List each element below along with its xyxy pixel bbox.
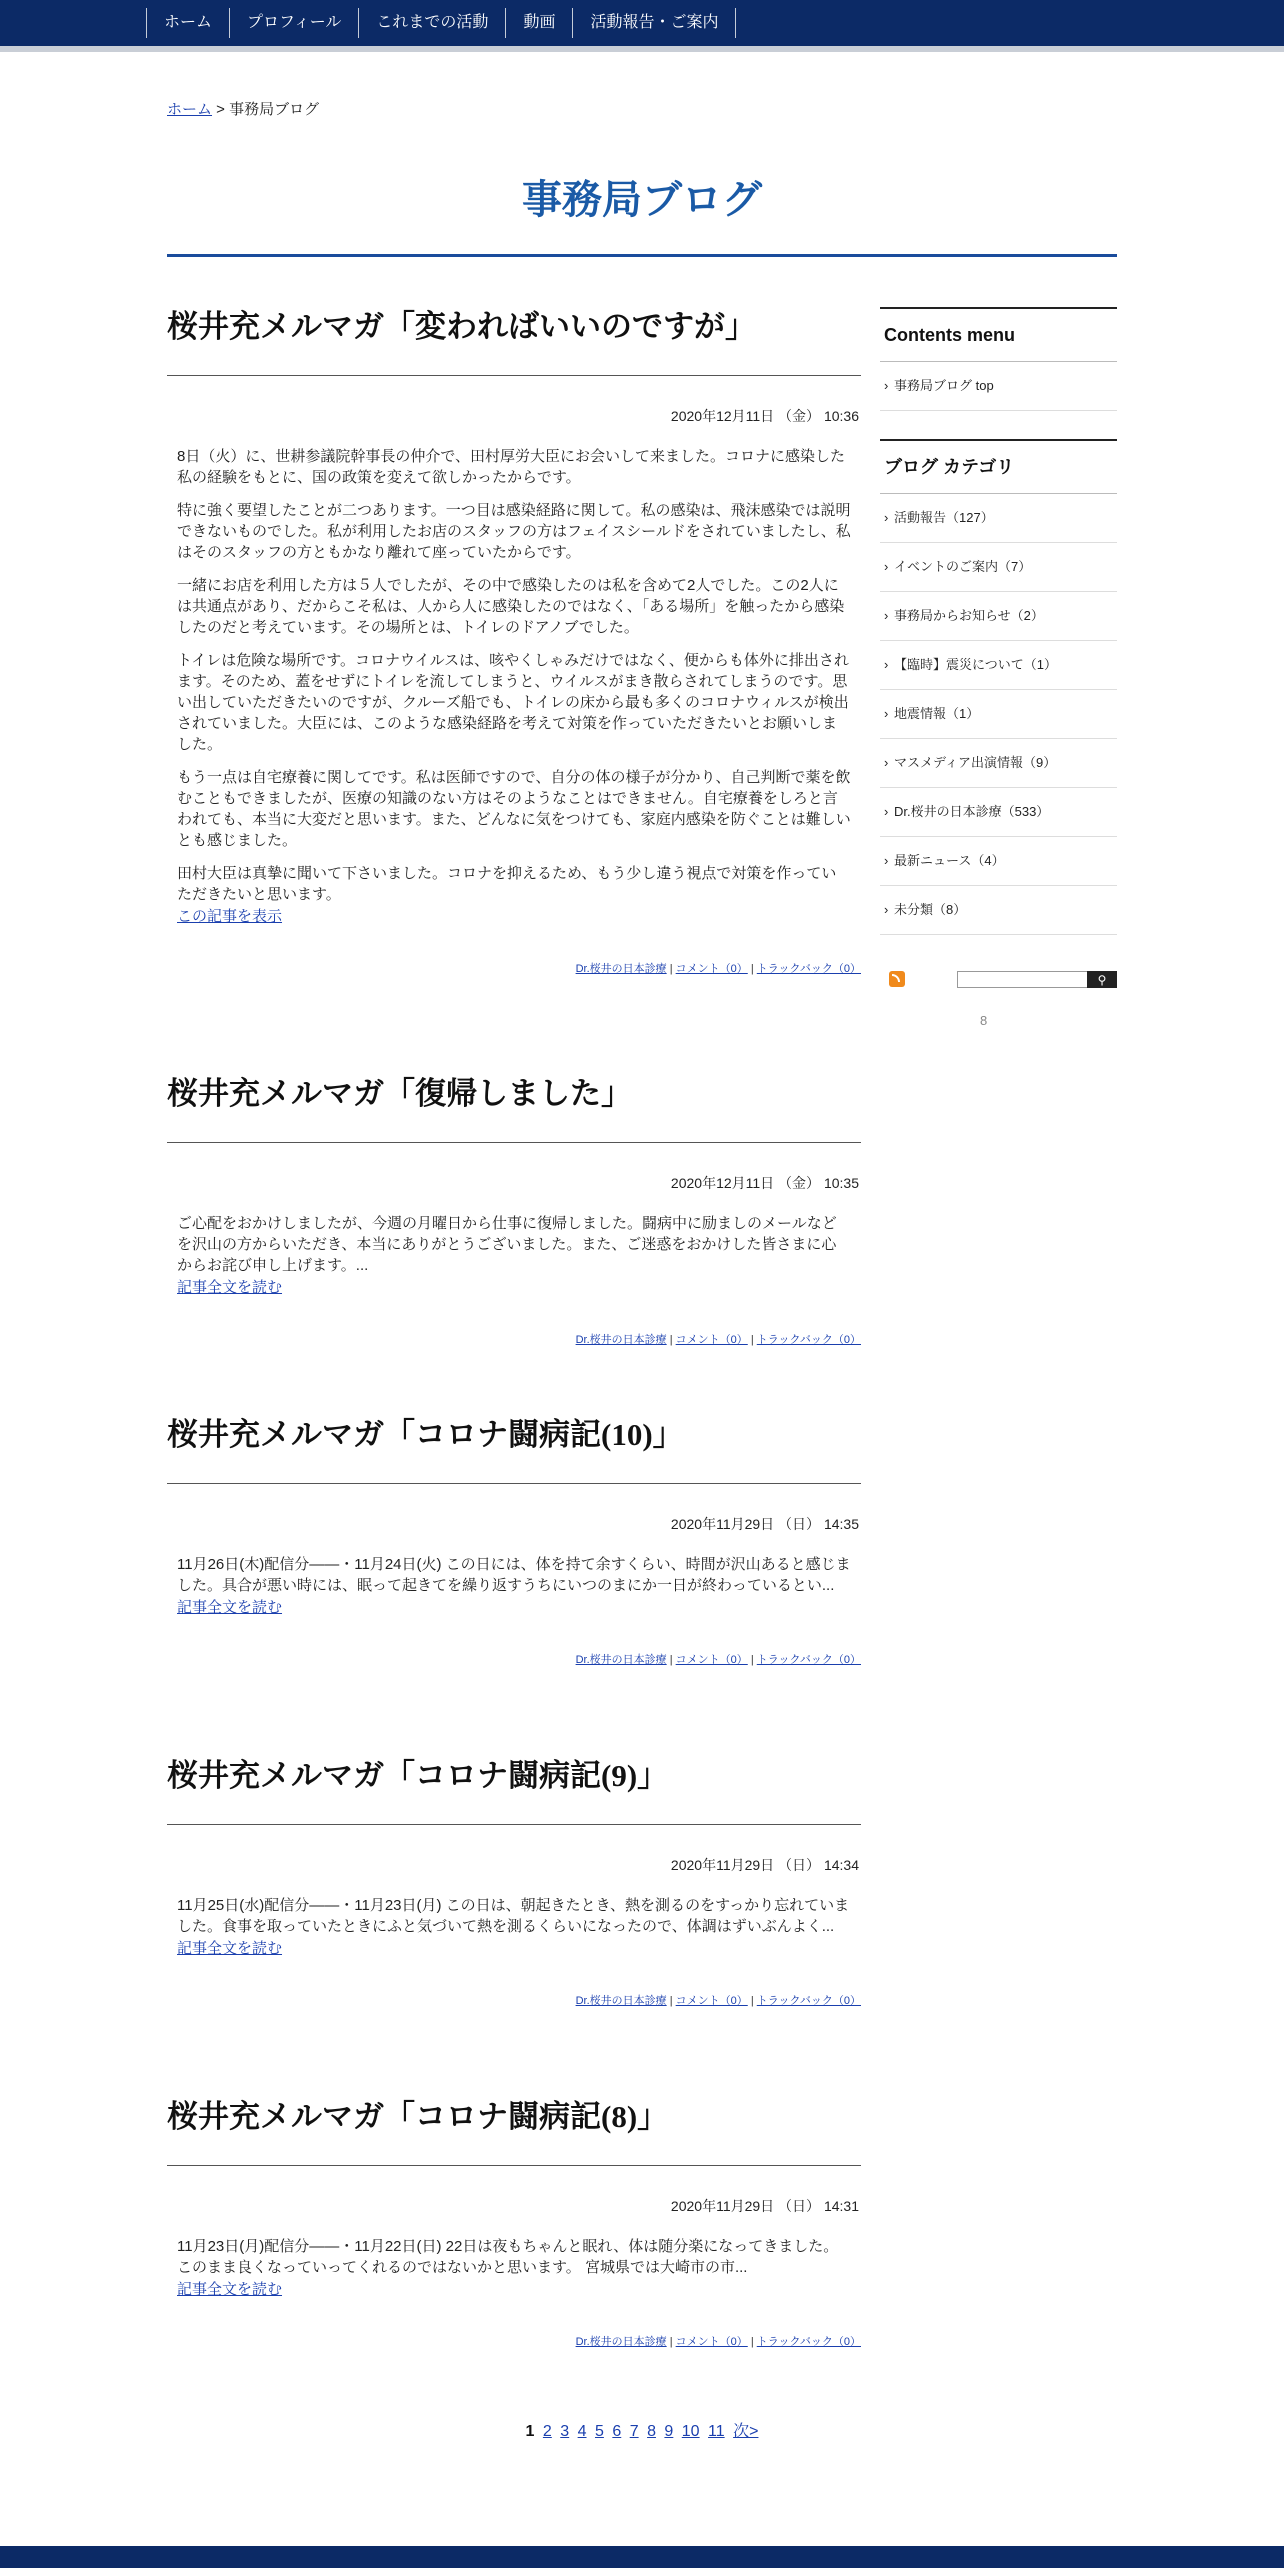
nav-shadow-divider xyxy=(0,46,1284,52)
post-date: 2020年12月11日 （金） 10:35 xyxy=(670,1175,859,1191)
post-paragraph: 11月23日(月)配信分――・11月22日(日) 22日は夜もちゃんと眠れ、体は随分楽になってきました。このまま良くなっていってくれるのではないかと思います。 宮城県では大崎市の市... xyxy=(177,2238,839,2276)
post-footer: Dr.桜井の日本診療 | コメント（0） | トラックバック（0） xyxy=(575,1334,861,1346)
title-divider xyxy=(167,254,1117,257)
contents-menu xyxy=(880,307,1117,411)
post-footer: Dr.桜井の日本診療 | コメント（0） | トラックバック（0） xyxy=(575,1654,861,1666)
comment-link[interactable]: コメント（0） xyxy=(675,2336,748,2348)
contents-item-label: 事務局ブログ top xyxy=(894,378,994,393)
chevron-right-icon: › xyxy=(884,608,889,623)
category-label: イベントのご案内（7） xyxy=(894,559,1032,574)
read-more-link[interactable]: 記事全文を読む xyxy=(177,1599,283,1616)
post-body xyxy=(177,446,851,905)
nav-item-profile[interactable]: プロフィール xyxy=(229,8,358,38)
post-paragraph: 11月26日(木)配信分――・11月24日(火) この日には、体を持て余すくらい、時間が沢山あると感じました。具合が悪い時には、眠って起きてを繰り返すうちにいつのまにか一日が終わっているとい... xyxy=(177,1556,851,1594)
post-title[interactable]: 桜井充メルマガ「コロナ闘病記(10)」 xyxy=(167,1417,684,1452)
post-footer: Dr.桜井の日本診療 | コメント（0） | トラックバック（0） xyxy=(575,963,861,975)
chevron-right-icon: › xyxy=(884,706,889,721)
read-more-link[interactable]: この記事を表示 xyxy=(177,908,283,925)
post-paragraph: 8日（火）に、世耕参議院幹事長の仲介で、田村厚労大臣にお会いして来ました。コロナに感染した私の経験をもとに、国の政策を変えて欲しかったからです。 xyxy=(177,448,846,486)
read-more-link[interactable]: 記事全文を読む xyxy=(177,2281,283,2298)
post-paragraph: 一緒にお店を利用した方は５人でしたが、その中で感染したのは私を含めて2人でした。この2人には共通点があり、だからこそ私は、人から人に感染したのではなく、「ある場所」を触ったから感染したのだと考えています。その場所とは、トイレのドアノブでした。 xyxy=(177,577,845,636)
category-item[interactable] xyxy=(880,494,1117,543)
nav-item-home[interactable]: ホーム xyxy=(146,8,229,38)
category-item[interactable] xyxy=(880,788,1117,837)
comment-link[interactable]: コメント（0） xyxy=(675,1654,748,1666)
blog-post xyxy=(167,1064,861,1347)
chevron-right-icon: › xyxy=(884,378,889,393)
page-link[interactable]: 5 xyxy=(594,2423,604,2440)
page-link[interactable]: 8 xyxy=(647,2423,656,2440)
search-input[interactable] xyxy=(957,971,1089,988)
post-date: 2020年11月29日 （日） 14:35 xyxy=(670,1516,859,1532)
post-title[interactable]: 桜井充メルマガ「復帰しました」 xyxy=(167,1076,632,1111)
category-label: 事務局からお知らせ（2） xyxy=(894,608,1044,623)
post-title-divider xyxy=(167,1142,861,1143)
blog-post xyxy=(167,297,861,976)
trackback-link[interactable]: トラックバック（0） xyxy=(756,2336,861,2348)
category-item[interactable] xyxy=(880,690,1117,739)
next-page-link[interactable]: 次> xyxy=(733,2423,759,2440)
page-link[interactable]: 9 xyxy=(664,2423,674,2440)
page-link[interactable]: 11 xyxy=(708,2423,725,2440)
post-date: 2020年11月29日 （日） 14:31 xyxy=(670,2198,859,2214)
post-paragraph: 田村大臣は真摯に聞いて下さいました。コロナを抑えるため、もう少し違う視点で対策を作っていただきたいと思います。 xyxy=(177,865,837,903)
post-body xyxy=(177,1895,851,1937)
footer-bar xyxy=(0,2546,1284,2568)
contents-menu-title: Contents menu xyxy=(880,309,1117,362)
post-body xyxy=(177,1554,851,1596)
nav-item-videos[interactable]: 動画 xyxy=(505,8,572,38)
rss-search-row xyxy=(880,963,1117,1028)
category-label: Dr.桜井の日本診療（533） xyxy=(894,804,1050,819)
post-category-link[interactable]: Dr.桜井の日本診療 xyxy=(575,1995,667,2007)
page-link[interactable]: 3 xyxy=(560,2423,570,2440)
post-title-divider xyxy=(167,2165,861,2166)
trackback-link[interactable]: トラックバック（0） xyxy=(756,1654,861,1666)
post-body xyxy=(177,2236,851,2278)
chevron-right-icon: › xyxy=(884,559,889,574)
post-category-link[interactable]: Dr.桜井の日本診療 xyxy=(575,2336,667,2348)
page-title: 事務局ブログ xyxy=(522,178,762,222)
comment-link[interactable]: コメント（0） xyxy=(675,963,748,975)
pagination xyxy=(0,2418,1284,2441)
contents-item-blog-top[interactable] xyxy=(880,362,1117,411)
post-title-divider xyxy=(167,1483,861,1484)
breadcrumb-separator: > xyxy=(212,101,230,118)
post-title[interactable]: 桜井充メルマガ「変わればいいのですが」 xyxy=(167,309,756,344)
blog-category-menu xyxy=(880,439,1117,935)
category-label: 活動報告（127） xyxy=(894,510,994,525)
contents-menu-list xyxy=(880,362,1117,411)
post-category-link[interactable]: Dr.桜井の日本診療 xyxy=(575,1334,667,1346)
category-label: 【臨時】震災について（1） xyxy=(894,657,1057,672)
category-item[interactable] xyxy=(880,886,1117,935)
post-date: 2020年12月11日 （金） 10:36 xyxy=(670,408,859,424)
post-title[interactable]: 桜井充メルマガ「コロナ闘病記(8)」 xyxy=(167,2099,669,2134)
category-label: マスメディア出演情報（9） xyxy=(894,755,1057,770)
rss-feed-icon[interactable] xyxy=(889,971,905,987)
category-list xyxy=(880,494,1117,935)
post-footer: Dr.桜井の日本診療 | コメント（0） | トラックバック（0） xyxy=(575,1995,861,2007)
post-paragraph: 11月25日(水)配信分――・11月23日(月) この日は、朝起きたとき、熱を測るのをすっかり忘れていました。食事を取っていたときにふと気づいて熱を測るくらいになったので、体調はずいぶんよく... xyxy=(177,1897,850,1935)
post-category-link[interactable]: Dr.桜井の日本診療 xyxy=(575,963,667,975)
search-button[interactable] xyxy=(1087,971,1117,988)
post-paragraph: 特に強く要望したことが二つあります。一つ目は感染経路に関して。私の感染は、飛沫感染では説明できないものでした。私が利用したお店のスタッフの方はフェイスシールドをされていましたし、私はそのスタッフの方ともかなり離れて座っていたからです。 xyxy=(177,502,851,561)
chevron-right-icon: › xyxy=(884,804,889,819)
chevron-right-icon: › xyxy=(884,853,889,868)
category-menu-title: ブログ カテゴリ xyxy=(880,441,1117,494)
post-title[interactable]: 桜井充メルマガ「コロナ闘病記(9)」 xyxy=(167,1758,669,1793)
chevron-right-icon: › xyxy=(884,755,889,770)
category-item[interactable] xyxy=(880,837,1117,886)
page-current: 1 xyxy=(525,2423,535,2440)
post-paragraph: もう一点は自宅療養に関してです。私は医師ですので、自分の体の様子が分かり、自己判断で薬を飲むこともできましたが、医療の知識のない方はそのようなことはできません。自宅療養をしろと言われても、本当に大変だと思います。また、どんなに気をつけても、家庭内感染を防ぐことは難しいとも感じました。 xyxy=(177,769,851,849)
comment-link[interactable]: コメント（0） xyxy=(675,1995,748,2007)
trackback-link[interactable]: トラックバック（0） xyxy=(756,1995,861,2007)
sidebar-number: 8 xyxy=(980,1013,988,1028)
sidebar xyxy=(880,307,1117,1028)
category-item[interactable] xyxy=(880,641,1117,690)
category-label: 地震情報（1） xyxy=(894,706,980,721)
page-link[interactable]: 6 xyxy=(612,2423,622,2440)
post-paragraph: ご心配をおかけしましたが、今週の月曜日から仕事に復帰しました。闘病中に励ましのメールなどを沢山の方からいただき、本当にありがとうございました。また、ご迷惑をおかけした皆さまに心からお詫び申し上げます。... xyxy=(177,1215,837,1274)
breadcrumb xyxy=(167,98,319,119)
page-link[interactable]: 7 xyxy=(629,2423,639,2440)
post-category-link[interactable]: Dr.桜井の日本診療 xyxy=(575,1654,667,1666)
post-paragraph: トイレは危険な場所です。コロナウイルスは、咳やくしゃみだけではなく、便からも体外に排出されます。そのため、蓋をせずにトイレを流してしまうと、ウイルスがまき散らされてしまうのです。思い出していただきたいのですが、クルーズ船でも、トイレの床から最も多くのコロナウィルスが検出されていました。大臣には、このような感染経路を考えて対策を作っていただきたいとお願いしました。 xyxy=(177,652,849,753)
category-item[interactable] xyxy=(880,543,1117,592)
comment-link[interactable]: コメント（0） xyxy=(675,1334,748,1346)
blog-post xyxy=(167,2087,861,2349)
post-title-divider xyxy=(167,1824,861,1825)
post-date: 2020年11月29日 （日） 14:34 xyxy=(670,1857,859,1873)
breadcrumb-current: 事務局ブログ xyxy=(229,101,320,118)
page-link[interactable]: 2 xyxy=(542,2423,552,2440)
trackback-link[interactable]: トラックバック（0） xyxy=(756,1334,861,1346)
nav-item-reports[interactable]: 活動報告・ご案内 xyxy=(572,8,736,38)
read-more-link[interactable]: 記事全文を読む xyxy=(177,1279,283,1296)
category-item[interactable] xyxy=(880,592,1117,641)
page-link[interactable]: 4 xyxy=(577,2423,587,2440)
category-label: 未分類（8） xyxy=(894,902,967,917)
breadcrumb-home-link[interactable]: ホーム xyxy=(167,101,213,118)
post-body xyxy=(177,1213,851,1276)
category-label: 最新ニュース（4） xyxy=(894,853,1005,868)
chevron-right-icon: › xyxy=(884,657,889,672)
blog-post xyxy=(167,1405,861,1667)
top-nav-bar xyxy=(0,0,1284,46)
post-title-divider xyxy=(167,375,861,376)
nav-item-activities[interactable]: これまでの活動 xyxy=(358,8,505,38)
search-icon: ⚲ xyxy=(1097,973,1107,987)
chevron-right-icon: › xyxy=(884,510,889,525)
blog-post xyxy=(167,1746,861,2008)
post-footer: Dr.桜井の日本診療 | コメント（0） | トラックバック（0） xyxy=(575,2336,861,2348)
top-nav-list xyxy=(146,8,736,38)
read-more-link[interactable]: 記事全文を読む xyxy=(177,1940,283,1957)
trackback-link[interactable]: トラックバック（0） xyxy=(756,963,861,975)
category-item[interactable] xyxy=(880,739,1117,788)
chevron-right-icon: › xyxy=(884,902,889,917)
page-link[interactable]: 10 xyxy=(681,2423,700,2440)
